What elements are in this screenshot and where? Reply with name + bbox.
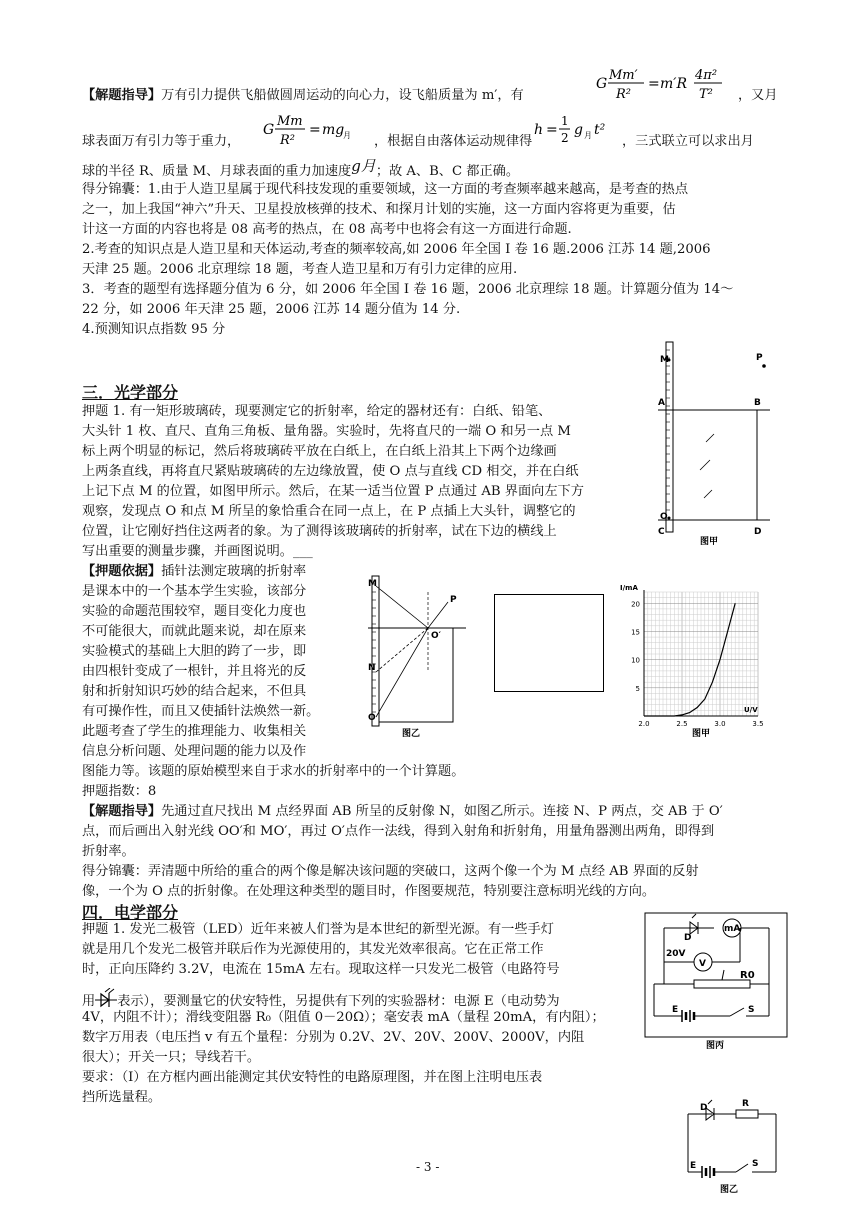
answer-box (494, 594, 604, 692)
svg-text:月: 月 (343, 131, 351, 140)
svg-text:V: V (699, 959, 706, 969)
electric-question-line: 数字万用表（电压挡 v 有五个量程：分别为 0.2V、2V、20V、200V、2000V，内阻 (82, 1030, 585, 1045)
figure-iv-graph (616, 580, 766, 744)
gravity-line-2: 球表面万有引力等于重力， (82, 134, 241, 149)
optics-question-line: 大头针 1 枚、直尺、直角三角板、量角器。实验时，先将直尺的一端 O 和另一点 M (82, 424, 571, 439)
scoring-line: 4.预测知识点指数 95 分 (82, 322, 226, 337)
basis-line: 射和折射知识巧妙的结合起来，不但具 (82, 684, 307, 699)
svg-text:4π²: 4π² (695, 68, 718, 83)
optics-question-line: 押题 1. 有一矩形玻璃砖，现要测定它的折射率，给定的器材还有：白纸、铅笔、 (82, 404, 552, 419)
svg-text:M: M (368, 579, 377, 589)
svg-text:Mm′: Mm′ (609, 68, 638, 83)
svg-text:R: R (742, 1099, 749, 1109)
electric-question-line: 要求：（Ⅰ）在方框内画出能测定其伏安特性的电路原理图，并在图上注明电压表 (82, 1070, 543, 1085)
gravity-line-1 (82, 86, 524, 106)
g-moon: g月 (351, 157, 376, 175)
formula-3 (534, 110, 624, 154)
gravity-line-3: 球的半径 R、质量 M、月球表面的重力加速度g月；故 A、B、C 都正确。 (82, 157, 520, 179)
svg-text:D: D (754, 527, 762, 537)
svg-text:m′R: m′R (660, 76, 687, 92)
x-axis-label: U/V (744, 706, 758, 714)
gravity-text-1: 万有引力提供飞船做圆周运动的向心力，设飞船质量为 m′，有 (161, 88, 524, 103)
scoring-line: 2.考查的知识点是人造卫星和天体运动,考查的频率较高,如 2006 年全国 I 卷 16 题.2006 江苏 14 题,2006 (82, 242, 711, 257)
basis-line: 是课本中的一个基本学生实验，该部分 (82, 584, 307, 599)
svg-text:O: O (660, 512, 668, 522)
y-tick-label: 5 (635, 684, 640, 693)
x-tick-label: 2.0 (638, 720, 650, 728)
svg-text:P: P (450, 595, 457, 605)
svg-text:t²: t² (594, 122, 606, 138)
optics-question-line: 位置，让它刚好挡住这两者的象。为了测得该玻璃砖的折射率，试在下边的横线上 (82, 524, 557, 539)
svg-text:1: 1 (561, 114, 569, 128)
svg-text:图乙: 图乙 (720, 1185, 739, 1195)
formula-1 (596, 62, 731, 110)
svg-text:mg: mg (322, 122, 345, 138)
svg-text:=: = (546, 122, 558, 138)
guide-label: 【解题指导】 (82, 88, 162, 103)
section-heading-optics: 三．光学部分 (82, 383, 179, 402)
figure-optics-jia (648, 340, 778, 556)
svg-text:月: 月 (584, 131, 592, 140)
basis-line: 此题考查了学生的推理能力、收集相关 (82, 724, 307, 739)
electric-question-line: 时，正向压降约 3.2V，电流在 15mA 左右。现取这样一只发光二极管（电路符号 (82, 962, 560, 977)
svg-text:图甲: 图甲 (700, 537, 719, 547)
electric-question-line: 挡所选量程。 (82, 1090, 162, 1105)
optics-question-line: 上记下点 M 的位置，如图甲所示。然后，在某一适当位置 P 点通过 AB 界面向左下方 (82, 484, 584, 499)
svg-text:P: P (756, 353, 763, 363)
optics-question-line: 观察，发现点 O 和点 M 所呈的象恰重合在同一点上，在 P 点插上大头针，调整它的 (82, 504, 576, 519)
svg-text:G: G (596, 76, 608, 92)
electric-question-line: 就是用几个发光二极管并联后作为光源使用的，其发光效率很高。它在正常工作 (82, 942, 544, 957)
svg-text:N: N (368, 663, 376, 673)
optics-question-line: 写出重要的测量步骤，并画图说明。___ (82, 544, 313, 559)
optics-index: 押题指数：8 (82, 784, 157, 799)
optics-guide-line: 折射率。 (82, 844, 135, 859)
scoring-line: 3．考查的题型有选择题分值为 6 分，如 2006 年全国 I 卷 16 题，2006 北京理综 18 题。计算题分值为 14～ (82, 282, 734, 297)
iv-chart (616, 580, 766, 740)
svg-text:R²: R² (280, 133, 295, 148)
svg-text:E: E (690, 1161, 697, 1171)
basis-line: 实验的命题范围较窄，题目变化力度也 (82, 604, 307, 619)
scoring-line: 22 分，如 2006 年天津 25 题，2006 江苏 14 题分值为 14 分. (82, 302, 461, 317)
x-tick-label: 2.5 (676, 720, 688, 728)
basis-line: 由四根针变成了一根针，并且将光的反 (82, 664, 307, 679)
formula-2 (263, 108, 373, 156)
svg-text:g: g (574, 122, 583, 138)
optics-question-line: 标上两个明显的标记，然后将玻璃砖平放在白纸上，在白纸上沿其上下两个边缘画 (82, 444, 557, 459)
y-tick-label: 15 (631, 628, 640, 637)
y-tick-label: 20 (631, 600, 640, 609)
y-tick-label: 10 (631, 656, 640, 665)
figure-circuit-bing (644, 912, 790, 1054)
svg-text:O′: O′ (431, 631, 442, 641)
optics-guide-line: 点，而后画出入射光线 OO′和 MO′，再过 O′点作一法线，得到入射角和折射角，用量角器测出两角，即得到 (82, 824, 715, 839)
y-axis-label: I/mA (620, 584, 638, 592)
basis-line: 图能力等。该题的原始模型来自于求水的折射率中的一个计算题。 (82, 764, 465, 779)
svg-text:R²: R² (616, 87, 631, 102)
svg-text:A: A (658, 398, 665, 408)
electric-question-line: 押题 1. 发光二极管（LED）近年来被人们誉为是本世纪的新型光源。有一些手灯 (82, 922, 554, 937)
svg-text:R0: R0 (740, 970, 755, 981)
svg-text:C: C (658, 527, 665, 537)
svg-text:2: 2 (561, 131, 569, 145)
basis-line-0: 【押题依据】插针法测定玻璃的折射率 (82, 564, 307, 579)
electric-question-line: 4V，内阻不计）；滑线变阻器 R₀（阻值 0－20Ω）；毫安表 mA（量程 20mA，有内阻）； (82, 1010, 605, 1025)
x-tick-label: 3.5 (752, 720, 764, 728)
svg-text:O: O (368, 713, 376, 723)
svg-text:图丙: 图丙 (706, 1041, 725, 1050)
gravity-after: ，又月 (738, 88, 778, 103)
basis-line: 有可操作性，而且又使插针法焕然一新。 (82, 704, 320, 719)
scoring-line: 天津 25 题。2006 北京理综 18 题，考查人造卫星和万有引力定律的应用. (82, 262, 518, 277)
gravity-end: ，三式联立可以求出月 (622, 134, 754, 149)
basis-line: 不可能很大，而就此题来说，却在原来 (82, 624, 307, 639)
scoring-line: 之一，加上我国“神六”升天、卫星投放核弹的技术、和探月计划的实施，这一方面内容将更为重要，估 (82, 202, 676, 217)
svg-text:D: D (700, 1103, 708, 1113)
basis-line: 信息分析问题、处理问题的能力以及作 (82, 744, 307, 759)
svg-text:图乙: 图乙 (402, 729, 421, 739)
scoring-line: 得分锦囊：1.由于人造卫星属于现代科技发现的重要领域，这一方面的考查频率越来越高，是考查的热点 (82, 182, 689, 197)
optics-question-line: 上两条直线，再将直尺紧贴玻璃砖的左边缘放置，使 O 点与直线 CD 相交，并在白纸 (82, 464, 579, 479)
section-heading-electric: 四．电学部分 (82, 903, 179, 922)
optics-scoring-line: 像，一个为 O 点的折射像。在处理这种类型的题目时，作图要规范，特别要注意标明光线的方向。 (82, 884, 656, 899)
electric-question-led-line: 用 表示），要测量它的伏安特性，另提供有下列的实验器材：电源 E（电动势为 (82, 988, 560, 1015)
x-tick-label: 3.0 (714, 720, 726, 728)
svg-text:S: S (752, 1159, 759, 1169)
gravity-mid: ，根据自由落体运动规律得 (374, 134, 533, 149)
svg-text:T²: T² (699, 87, 713, 102)
svg-text:S: S (748, 1005, 755, 1015)
svg-text:Mm: Mm (277, 114, 303, 129)
graph-caption: 图甲 (692, 729, 711, 739)
svg-text:h: h (534, 122, 544, 138)
svg-text:20V: 20V (666, 949, 686, 959)
figure-circuit-yi (676, 1092, 786, 1200)
svg-text:mA: mA (724, 924, 741, 934)
electric-question-line: 很大）；开关一只；导线若干。 (82, 1050, 261, 1065)
basis-line: 实验模式的基础上大胆的跨了一步，即 (82, 644, 307, 659)
svg-text:=: = (309, 122, 321, 138)
optics-scoring-line: 得分锦囊：弄清题中所给的重合的两个像是解决该问题的突破口，这两个像一个为 M 点经 AB 界面的反射 (82, 864, 699, 879)
svg-text:=: = (648, 76, 660, 92)
figure-optics-yi (368, 572, 468, 744)
page-number: - 3 - (416, 1160, 440, 1174)
svg-text:E: E (672, 1005, 679, 1015)
svg-text:M: M (660, 355, 669, 365)
optics-guide-0: 【解题指导】先通过直尺找出 M 点经界面 AB 所呈的反射像 N，如图乙所示。连接 N、P 两点，交 AB 于 O′ (82, 804, 723, 819)
svg-text:G: G (263, 122, 275, 138)
svg-text:D: D (684, 933, 692, 943)
svg-text:B: B (754, 398, 761, 408)
scoring-line: 计这一方面的内容也将是 08 高考的热点，在 08 高考中也将会有这一方面进行命题. (82, 222, 572, 237)
